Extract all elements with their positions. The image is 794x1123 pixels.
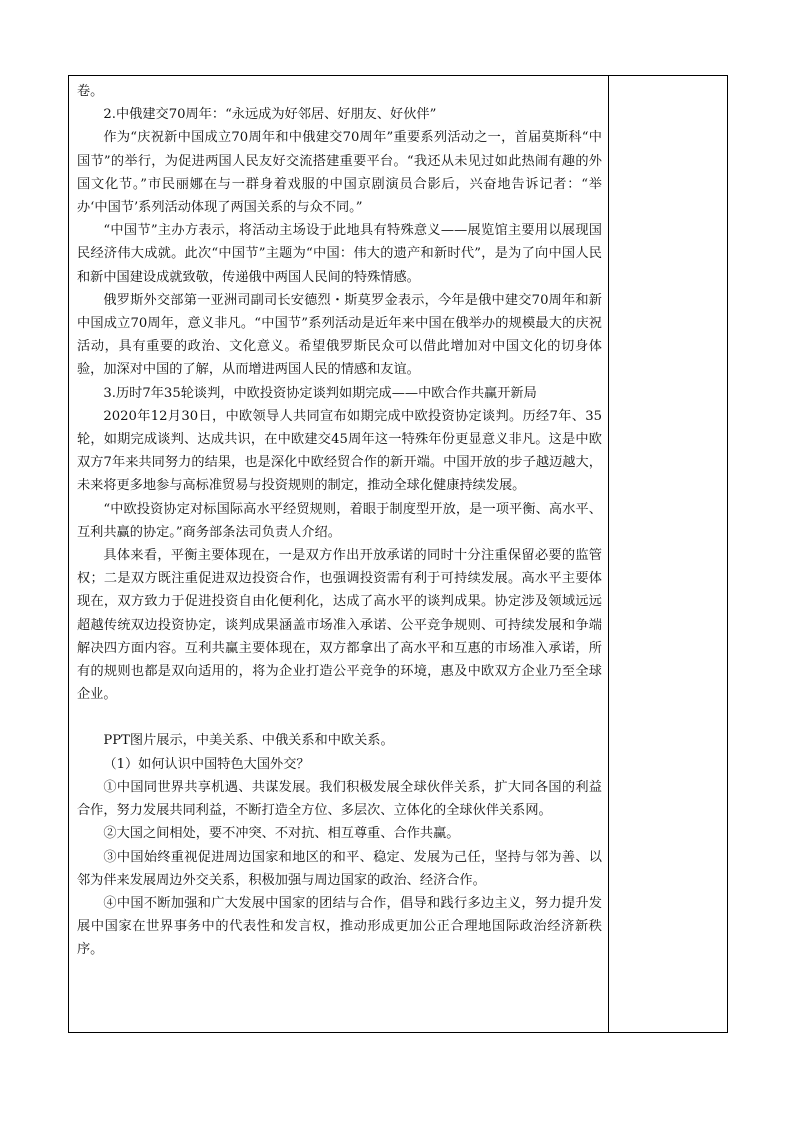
answer-point-1: ①中国同世界共享机遇、共谋发展。我们积极发展全球伙伴关系，扩大同各国的利益合作，努力发展共同利益，不断打造全方位、多层次、立体化的全球伙伴关系网。	[77, 779, 602, 819]
paragraph: 作为“庆祝新中国成立70周年和中俄建交70周年”重要系列活动之一，首届莫斯科“中国节”的举行，为促进两国人民友好交流搭建重要平台。“我还从未见过如此热闹有趣的外国文化节。”市民丽娜在与一群身着戏服的中国京剧演员合影后，兴奋地告诉记者：“举办‘中国节’系列活动体现了两国关系的与众不同。”	[77, 130, 602, 216]
lesson-content-cell	[77, 80, 602, 962]
answer-point-3: ③中国始终重视促进周边国家和地区的和平、稳定、发展为己任，坚持与邻为善、以邻为伴来发展周边外交关系，积极加强与周边国家的政治、经济合作。	[77, 849, 602, 888]
lesson-table	[68, 75, 728, 1033]
section-heading-russia: 2.中俄建交70周年：“永远成为好邻居、好朋友、好伙伴”	[103, 107, 437, 123]
paragraph: “中国节”主办方表示，将活动主场设于此地具有特殊意义——展览馆主要用以展现国民经济伟大成就。此次“中国节”主题为“中国：伟大的遗产和新时代”，是为了向中国人民和新中国建设成就致敬，传递俄中两国人民间的特殊情感。	[77, 223, 602, 285]
paragraph: “中欧投资协定对标国际高水平经贸规则，着眼于制度型开放，是一项平衡、高水平、互利共赢的协定。”商务部条法司负责人介绍。	[77, 501, 602, 540]
answer-point-2: ②大国之间相处，要不冲突、不对抗、相互尊重、合作共赢。	[103, 826, 460, 842]
ppt-note: PPT图片展示，中美关系、中俄关系和中欧关系。	[103, 733, 394, 749]
column-divider	[608, 76, 609, 1032]
section-heading-eu: 3.历时7年35轮谈判，中欧投资协定谈判如期完成——中欧合作共赢开新局	[103, 385, 537, 401]
blank-line	[77, 706, 602, 729]
paragraph: 具体来看，平衡主要体现在，一是双方作出开放承诺的同时十分注重保留必要的监管权；二是双方既注重促进双边投资合作，也强调投资需有利于可持续发展。高水平主要体现在，双方致力于促进投资自由化便利化，达成了高水平的谈判成果。协定涉及领域远远超越传统双边投资协定，谈判成果涵盖市场准入承诺、公平竞争规则、可持续发展和争端解决四方面内容。互利共赢主要体现在，双方都拿出了高水平和互惠的市场准入承诺，所有的规则也都是双向适用的，将为企业打造公平竞争的环境，惠及中欧双方企业乃至全球企业。	[77, 548, 602, 703]
paragraph: 俄罗斯外交部第一亚洲司副司长安德烈・斯莫罗金表示，今年是俄中建交70周年和新中国成立70周年，意义非凡。“中国节”系列活动是近年来中国在俄举办的规模最大的庆祝活动，具有重要的政治、文化意义。希望俄罗斯民众可以借此增加对中国文化的切身体验，加深对中国的了解，从而增进两国人民的情感和友谊。	[77, 292, 602, 378]
paragraph: 2020年12月30日，中欧领导人共同宣布如期完成中欧投资协定谈判。历经7年、35轮，如期完成谈判、达成共识，在中欧建交45周年这一特殊年份更显意义非凡。这是中欧双方7年来共同努力的结果，也是深化中欧经贸合作的新开端。中国开放的步子越迈越大，未来将更多地参与高标准贸易与投资规则的制定，推动全球化健康持续发展。	[77, 408, 602, 494]
question-heading: （1）如何认识中国特色大国外交？	[103, 756, 310, 772]
paragraph: 卷。	[77, 84, 104, 99]
answer-point-4: ④中国不断加强和广大发展中国家的团结与合作，倡导和践行多边主义，努力提升发展中国家在世界事务中的代表性和发言权，推动形成更加公正合理地国际政治经济新秩序。	[77, 895, 602, 958]
